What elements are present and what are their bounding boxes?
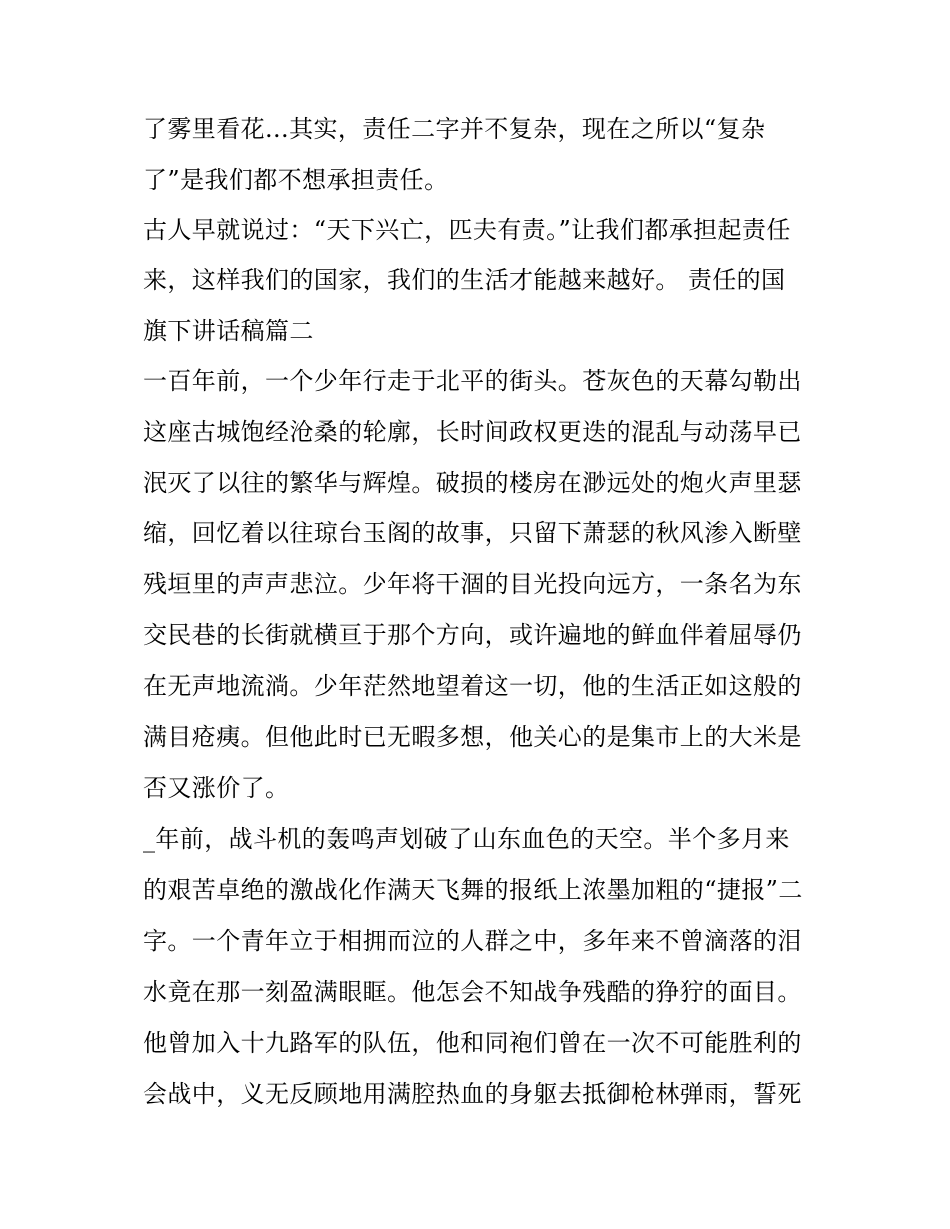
text-line: 了”是我们都不想承担责任。 (143, 166, 449, 194)
text-line: 残垣里的声声悲泣。少年将干涸的目光投向远方，一条名为东 (143, 570, 802, 598)
text-line: 满目疮痍。但他此时已无暇多想，他关心的是集市上的大米是 (143, 723, 802, 751)
text-line: 泯灭了以往的繁华与辉煌。破损的楼房在渺远处的炮火声里瑟 (143, 469, 802, 497)
text-line: 会战中，义无反顾地用满腔热血的身躯去抵御枪林弹雨，誓死 (143, 1080, 802, 1108)
text-line: 水竟在那一刻盈满眼眶。他怎会不知战争残酷的狰狞的面目。 (143, 978, 802, 1006)
text-line: 缩，回忆着以往琼台玉阁的故事，只留下萧瑟的秋风渗入断壁 (143, 519, 802, 547)
text-line: 这座古城饱经沧桑的轮廓，长时间政权更迭的混乱与动荡早已 (143, 418, 802, 446)
text-line: 的艰苦卓绝的激战化作满天飞舞的报纸上浓墨加粗的“捷报”二 (143, 876, 803, 904)
text-line: 一百年前，一个少年行走于北平的街头。苍灰色的天幕勾勒出 (143, 367, 802, 395)
text-line: 旗下讲话稿篇二 (143, 317, 314, 345)
text-line: 否又涨价了。 (143, 774, 290, 802)
text-line: _年前，战斗机的轰鸣声划破了山东血色的天空。半个多月来 (143, 825, 790, 853)
text-line: 交民巷的长街就横亘于那个方向，或许遍地的鲜血伴着屈辱仍 (143, 621, 802, 649)
text-line: 在无声地流淌。少年茫然地望着这一切，他的生活正如这般的 (143, 672, 802, 700)
text-line: 了雾里看花...其实，责任二字并不复杂，现在之所以“复杂 (143, 115, 766, 143)
text-line: 古人早就说过：“天下兴亡，匹夫有责。”让我们都承担起责任 (143, 216, 791, 244)
text-line: 字。一个青年立于相拥而泣的人群之中，多年来不曾滴落的泪 (143, 927, 802, 955)
text-line: 来，这样我们的国家，我们的生活才能越来越好。 责任的国 (143, 266, 786, 294)
text-line: 他曾加入十九路军的队伍，他和同袍们曾在一次不可能胜利的 (143, 1029, 802, 1057)
